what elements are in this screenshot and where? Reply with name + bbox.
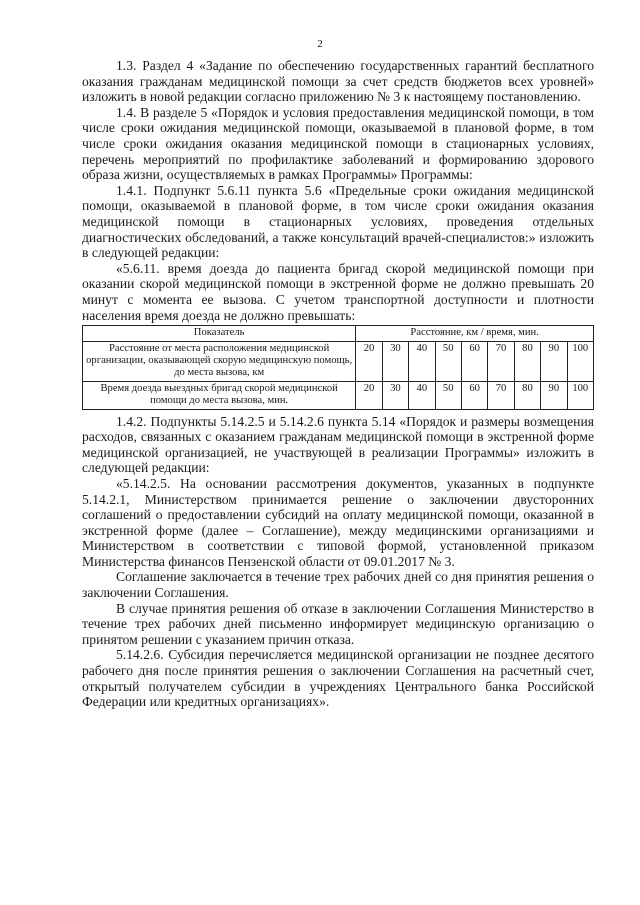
table-cell-value: 30: [382, 381, 408, 409]
table-row: [83, 341, 594, 381]
table-cell-value: 70: [488, 381, 514, 409]
paragraph-5-6-11: «5.6.11. время доезда до пациента бригад скорой медицинской помощи при оказании скорой медицинской помощи в экстренной форме не должно превышать 20 минут с момента ее вызова. С учетом транспортной доступности и плотности населения время доезда не должно превышать:: [82, 260, 594, 323]
table-header-row: [83, 326, 594, 341]
table-cell-value: 80: [514, 381, 540, 409]
document-body: [82, 58, 594, 710]
paragraph-5-14-2-6: 5.14.2.6. Субсидия перечисляется медицинской организации не позднее десятого рабочего дня после принятия решения о заключении Соглашения на расчетный счет, открытый получателем субсидии в учреждениях Центрального банка Российской Федерации или кредитных организациях».: [82, 647, 594, 710]
paragraph-1-4-2: 1.4.2. Подпункты 5.14.2.5 и 5.14.2.6 пункта 5.14 «Порядок и размеры возмещения расходов, связанных с оказанием гражданам медицинской помощи в экстренной форме медицинской организацией, не участвующей в реализации Программы» изложить в следующей редакции:: [82, 413, 594, 476]
table-cell-value: 20: [356, 381, 382, 409]
page-number: 2: [317, 38, 323, 50]
paragraph-1-4-1: 1.4.1. Подпункт 5.6.11 пункта 5.6 «Предельные сроки ожидания медицинской помощи, оказываемой в плановой форме, в том числе сроки ожидания оказания медицинской помощи в стационарных условиях, проведения отдельных диагностических обследований, а также консультаций врачей-специалистов:» изложить в следующей редакции:: [82, 182, 594, 261]
paragraph-1-4: 1.4. В разделе 5 «Порядок и условия предоставления медицинской помощи, в том числе сроки ожидания медицинской помощи, оказываемой в плановой форме, в том числе сроки ожидания оказания медицинской помощи в стационарных условиях, перечень мероприятий по профилактике заболеваний и формированию здорового образа жизни, осуществляемых в рамках Программы» Программы:: [82, 104, 594, 183]
table-cell-value: 20: [356, 341, 382, 381]
table-cell-value: 40: [409, 381, 435, 409]
table-cell-value: 60: [461, 381, 487, 409]
table-cell-value: 70: [488, 341, 514, 381]
table-cell-value: 80: [514, 341, 540, 381]
table-header-indicator: Показатель: [83, 326, 356, 341]
paragraph-agreement-term: Соглашение заключается в течение трех рабочих дней со дня принятия решения о заключении Соглашения.: [82, 569, 594, 601]
travel-time-table: [82, 325, 594, 409]
table-row: [83, 381, 594, 409]
table-header-distance: Расстояние, км / время, мин.: [356, 326, 594, 341]
table-cell-value: 50: [435, 341, 461, 381]
table-cell-indicator: Расстояние от места расположения медицинской организации, оказывающей скорую медицинскую помощь, до места вызова, км: [83, 341, 356, 381]
table-cell-value: 30: [382, 341, 408, 381]
table-cell-value: 90: [541, 341, 567, 381]
table-cell-value: 40: [409, 341, 435, 381]
paragraph-refusal: В случае принятия решения об отказе в заключении Соглашения Министерство в течение трех рабочих дней письменно информирует медицинскую организацию о принятом решении с указанием причин отказа.: [82, 600, 594, 647]
paragraph-5-14-2-5: «5.14.2.5. На основании рассмотрения документов, указанных в подпункте 5.14.2.1, Министерством принимается решение о заключении двусторонних соглашений о предоставлении субсидий на оплату медицинской помощи, оказанной в экстренной форме (далее – Соглашение), между медицинскими организациями и Министерством в соответствии с типовой формой, установленной приказом Министерства финансов Пензенской области от 09.01.2017 № 3.: [82, 475, 594, 569]
table-cell-value: 50: [435, 381, 461, 409]
paragraph-1-3: 1.3. Раздел 4 «Задание по обеспечению государственных гарантий бесплатного оказания гражданам медицинской помощи за счет средств бюджетов всех уровней» изложить в новой редакции согласно приложению № 3 к настоящему постановлению.: [82, 58, 594, 105]
table-cell-indicator: Время доезда выездных бригад скорой медицинской помощи до места вызова, мин.: [83, 381, 356, 409]
table-cell-value: 90: [541, 381, 567, 409]
table-cell-value: 60: [461, 341, 487, 381]
table-cell-value: 100: [567, 381, 593, 409]
table-cell-value: 100: [567, 341, 593, 381]
